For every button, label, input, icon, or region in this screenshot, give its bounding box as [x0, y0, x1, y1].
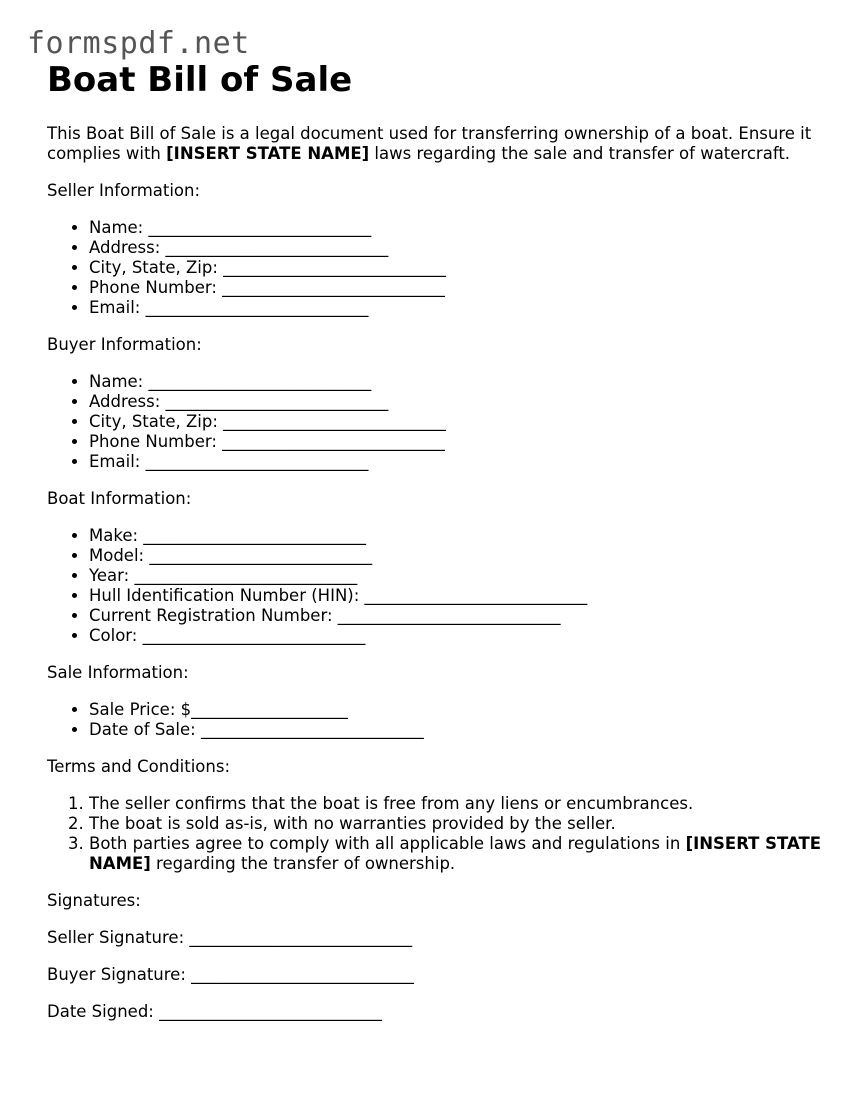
site-watermark: formspdf.net	[27, 26, 250, 61]
boat-color-field: • Color: ___________________________	[89, 626, 827, 646]
buyer-heading: Buyer Information:	[47, 335, 202, 354]
buyer-address-field: • Address: ___________________________	[89, 392, 827, 412]
terms-list	[47, 794, 827, 874]
boat-heading: Boat Information:	[47, 489, 192, 508]
buyer-list	[47, 372, 827, 472]
buyer-name-field: • Name: ___________________________	[89, 372, 827, 392]
intro-text-before: This Boat Bill of Sale is a legal document used for transferring ownership of a boat. Ensure it complies with	[47, 124, 812, 163]
boat-registration-field: • Current Registration Number: ___________________________	[89, 606, 827, 626]
document-page	[47, 60, 827, 1022]
seller-heading: Seller Information:	[47, 181, 201, 200]
sale-date-field: • Date of Sale: ___________________________	[89, 720, 827, 740]
terms-item-text-after: regarding the transfer of ownership.	[150, 854, 456, 873]
buyer-signature-line: Buyer Signature: ___________________________	[47, 965, 414, 984]
terms-item: 2. The boat is sold as-is, with no warranties provided by the seller.	[89, 814, 827, 834]
terms-item	[89, 834, 827, 874]
date-signed-line: Date Signed: ___________________________	[47, 1002, 382, 1021]
intro-paragraph	[47, 124, 827, 164]
terms-state-placeholder: [INSERT STATE NAME]	[89, 834, 822, 873]
sale-price-field: • Sale Price: $___________________	[89, 700, 827, 720]
terms-heading: Terms and Conditions:	[47, 757, 231, 776]
boat-make-field: • Make: ___________________________	[89, 526, 827, 546]
sale-heading: Sale Information:	[47, 663, 189, 682]
signatures-heading: Signatures:	[47, 891, 141, 910]
boat-hin-field: • Hull Identification Number (HIN): ___________________________	[89, 586, 827, 606]
sale-list	[47, 700, 827, 740]
document-title: Boat Bill of Sale	[47, 60, 353, 100]
boat-year-field: • Year: ___________________________	[89, 566, 827, 586]
terms-item: 1. The seller confirms that the boat is free from any liens or encumbrances.	[89, 794, 827, 814]
seller-signature-line: Seller Signature: ___________________________	[47, 928, 413, 947]
intro-text-after: laws regarding the sale and transfer of watercraft.	[369, 144, 791, 163]
buyer-city-state-zip-field: • City, State, Zip: ___________________________	[89, 412, 827, 432]
seller-name-field: • Name: ___________________________	[89, 218, 827, 238]
seller-list	[47, 218, 827, 318]
seller-city-state-zip-field: • City, State, Zip: ___________________________	[89, 258, 827, 278]
boat-model-field: • Model: ___________________________	[89, 546, 827, 566]
seller-address-field: • Address: ___________________________	[89, 238, 827, 258]
terms-item-text-before: Both parties agree to comply with all applicable laws and regulations in	[89, 834, 686, 853]
buyer-email-field: • Email: ___________________________	[89, 452, 827, 472]
seller-email-field: • Email: ___________________________	[89, 298, 827, 318]
buyer-phone-field: • Phone Number: ___________________________	[89, 432, 827, 452]
intro-state-placeholder: [INSERT STATE NAME]	[166, 144, 370, 163]
boat-list	[47, 526, 827, 646]
seller-phone-field: • Phone Number: ___________________________	[89, 278, 827, 298]
